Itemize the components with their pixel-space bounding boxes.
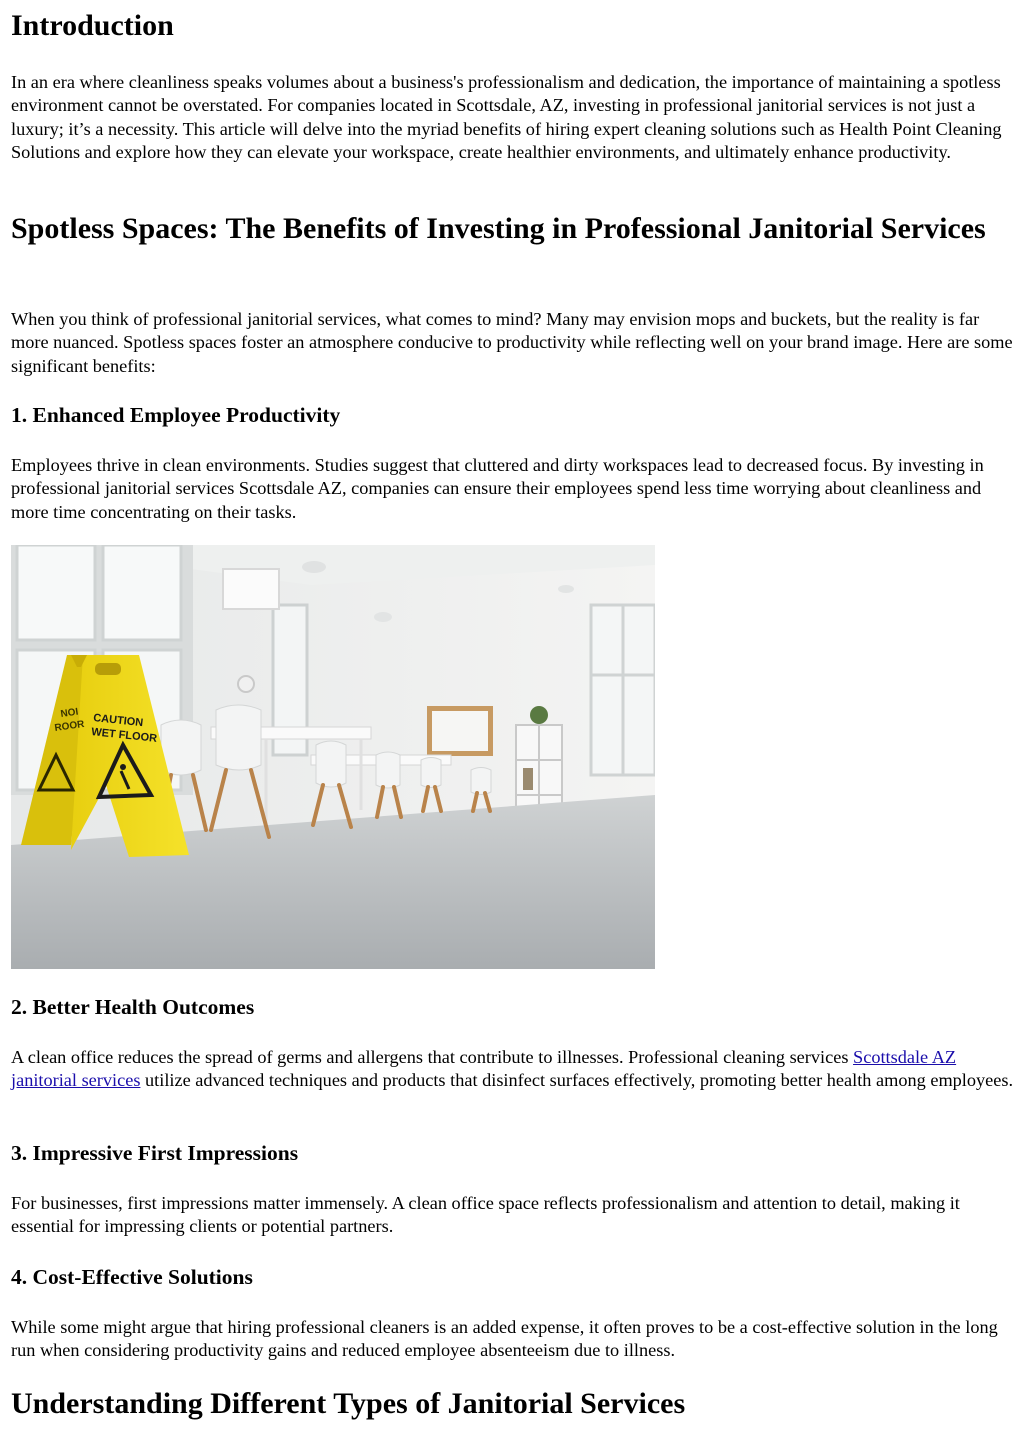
benefit-2-heading: 2. Better Health Outcomes bbox=[11, 995, 255, 1019]
benefit-3-heading: 3. Impressive First Impressions bbox=[11, 1141, 299, 1165]
benefit-2-text-before: A clean office reduces the spread of germs and allergens that contribute to illnesses. Professional cleaning services bbox=[11, 1047, 854, 1067]
intro-paragraph: In an era where cleanliness speaks volumes about a business's professionalism and dedication, the importance of maintaining a spotless environment cannot be overstated. For companies located in Scottsdale, AZ, investing in professional janitorial services is not just a luxury; it’s a necessity. This article will delve into the myriad benefits of hiring expert cleaning solutions such as Health Point Cleaning Solutions and explore how they can elevate your workspace, create healthier environments, and ultimately enhance productivity. bbox=[11, 72, 1002, 162]
benefit-1-heading: 1. Enhanced Employee Productivity bbox=[11, 403, 341, 427]
scottsdale-janitorial-link[interactable]: Scottsdale AZ janitorial services bbox=[11, 1047, 957, 1091]
benefit-1-paragraph: Employees thrive in clean environments. Studies suggest that cluttered and dirty workspaces lead to decreased focus. By investing in professional janitorial services Scottsdale AZ, companies can ensure their employees spend less time worrying about cleanliness and more time concentrating on their tasks. bbox=[11, 455, 984, 522]
benefit-3-paragraph: For businesses, first impressions matter immensely. A clean office space reflects professionalism and attention to detail, making it essential for impressing clients or potential partners. bbox=[11, 1193, 960, 1237]
benefit-2-paragraph bbox=[11, 1046, 1014, 1093]
types-section-heading: Understanding Different Types of Janitorial Services bbox=[11, 1387, 686, 1420]
benefit-4-paragraph: While some might argue that hiring professional cleaners is an added expense, it often proves to be a cost-effective solution in the long run when considering productivity gains and reduced employee absenteeism due to illness. bbox=[11, 1317, 998, 1361]
sign-caution-text: CAUTION bbox=[92, 712, 144, 730]
sign-back-text-1: NOI bbox=[59, 706, 80, 720]
sign-back-text-2: ROOR bbox=[53, 718, 86, 734]
sign-wet-floor-text: WET FLOOR bbox=[90, 726, 158, 745]
benefits-section-heading: Spotless Spaces: The Benefits of Investing in Professional Janitorial Services bbox=[11, 212, 986, 245]
benefit-4-heading: 4. Cost-Effective Solutions bbox=[11, 1265, 253, 1289]
benefit-2-text-after: utilize advanced techniques and products that disinfect surfaces effectively, promoting better health among employees. bbox=[140, 1070, 1014, 1091]
benefits-section-paragraph: When you think of professional janitorial services, what comes to mind? Many may envision mops and buckets, but the reality is far more nuanced. Spotless spaces foster an atmosphere conducive to productivity while reflecting well on your brand image. Here are some significant benefits: bbox=[11, 309, 1013, 376]
office-wet-floor-photo bbox=[11, 545, 655, 969]
intro-heading: Introduction bbox=[11, 9, 174, 42]
